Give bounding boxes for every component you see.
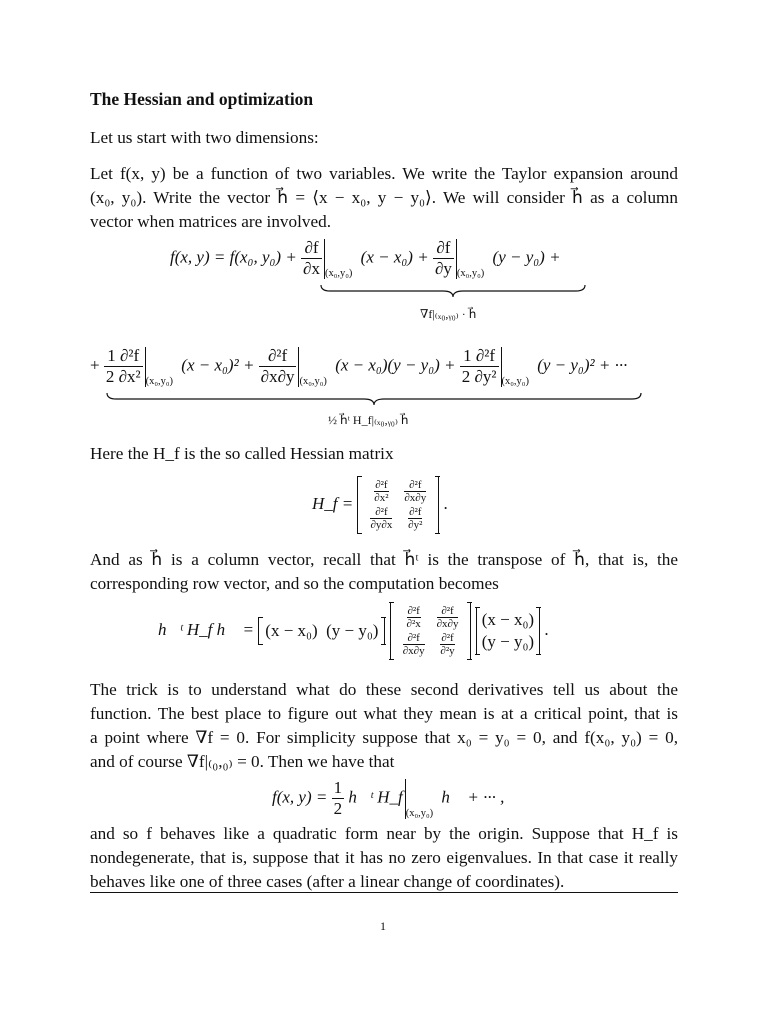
row-vector: (x − x₀) (y − y₀) (258, 617, 385, 645)
underbrace-gradient-label: ∇f|₍ₓ₀,ᵧ₀₎ · h⃗ (420, 307, 477, 321)
paragraph-intro: Let us start with two dimensions: (90, 128, 319, 147)
equation-taylor-first-order: f(x, y) = f(x₀, y₀) + $\frac{\partial f}{\partial x}$ $_{(x_0,y_0)}$ (x − x₀) + $\frac{\partial f}{\partial y}$ $_{(x_0,y_0)}$ (y − y₀) + (170, 238, 561, 280)
document-page (90, 0, 678, 1024)
equation-taylor-second-order: + $\frac{\text{1 ∂²f}}{\text{2 ∂x²}}$ $_{(x_0,y_0)}$ (x − x₀)² + $\frac{\text{∂²f}}{\partial x\partial y}$ $_{(x_0,y_0)}$ (x − x₀)(y − y₀) + $\frac{\text{1 ∂²f}}{\text{2 ∂y²}}$ $_{(x_0,y_0)}$ (y − y₀)² + ··· (90, 346, 628, 388)
equation-hessian-matrix: H_f = $\frac{\text{∂²f}}{\text{∂x²}}$ $\frac{\text{∂²f}}{\partial x\partial y}$ $\frac{\text{∂²f}}{\partial y\partial x}$ $\frac{\text{∂²f}}{\text{∂y²}}$ . (312, 476, 448, 534)
paragraph-critical-point: The trick is to understand what do these second derivatives tell us about the function. The best place to figure out what they mean is at a critical point, that is a point where ∇f = 0. For simplicity suppose that x₀ = y₀ = 0, and f(x₀, y₀) = 0, and of course ∇f|₍₀,₀₎ = 0. Then we have that (90, 680, 678, 771)
divider (90, 892, 678, 893)
column-vector: (x − x₀) (y − y₀) (476, 607, 540, 655)
underbrace-gradient (320, 284, 586, 298)
fraction: $\frac{\partial f}{\partial x}$ (303, 238, 320, 278)
hessian-matrix-expanded: $\frac{\text{∂²f}}{\text{∂²x}}$ $\frac{\text{∂²f}}{\partial x\partial y}$ $\frac{\text{∂²f}}{\partial x\partial y}$ $\frac{\text{∂²f}}{\text{∂²y}}$ (390, 602, 472, 660)
page-number: 1 (380, 919, 386, 933)
hessian-matrix: $\frac{\text{∂²f}}{\text{∂x²}}$ $\frac{\text{∂²f}}{\partial x\partial y}$ $\frac{\text{∂²f}}{\partial y\partial x}$ $\frac{\text{∂²f}}{\text{∂y²}}$ (357, 476, 439, 534)
underbrace-hessian-label: ½ h⃗ᵗ H_f|₍ₓ₀,ᵧ₀₎ h⃗ (328, 413, 409, 427)
paragraph-quadratic-form: and so f behaves like a quadratic form near by the origin. Suppose that H_f is nondegenerate, that is, suppose that it has no zero eigenvalues. In that case it really behaves like one of three cases (after a linear change of coordinates). (90, 824, 678, 891)
fraction: $\frac{\partial f}{\partial y}$ (434, 238, 452, 278)
paragraph-hessian-intro: Here the H_f is the so called Hessian matrix (90, 444, 394, 463)
section-title: The Hessian and optimization (90, 89, 314, 109)
paragraph-taylor: Let f(x, y) be a function of two variables. We write the Taylor expansion around (x₀, y₀). Write the vector h⃗ = ⟨x − x₀, y − y₀⟩. We will consider h⃗ as a column vector when matrices are involved. (90, 164, 678, 231)
underbrace-hessian (106, 392, 642, 406)
equation-quadratic-approx: f(x, y) = $\frac{1}{2}$ h⃗ᵗ $H\_f_{(x_0,y_0)}$ h⃗ + ··· , (272, 778, 505, 820)
paragraph-transpose: And as h⃗ is a column vector, recall that h⃗ᵗ is the transpose of h⃗, that is, the corresponding row vector, and so the computation becomes (90, 550, 678, 593)
equation-quadratic-form: h⃗ᵗ H_f h⃗ = (x − x₀) (y − y₀) $\frac{\text{∂²f}}{\text{∂²x}}$ $\frac{\text{∂²f}}{\partial x\partial y}$ $\frac{\text{∂²f}}{\partial x\partial y}$ $\frac{\text{∂²f}}{\text{∂²y}}$ (x − x₀) (y − y₀) . (158, 602, 549, 660)
